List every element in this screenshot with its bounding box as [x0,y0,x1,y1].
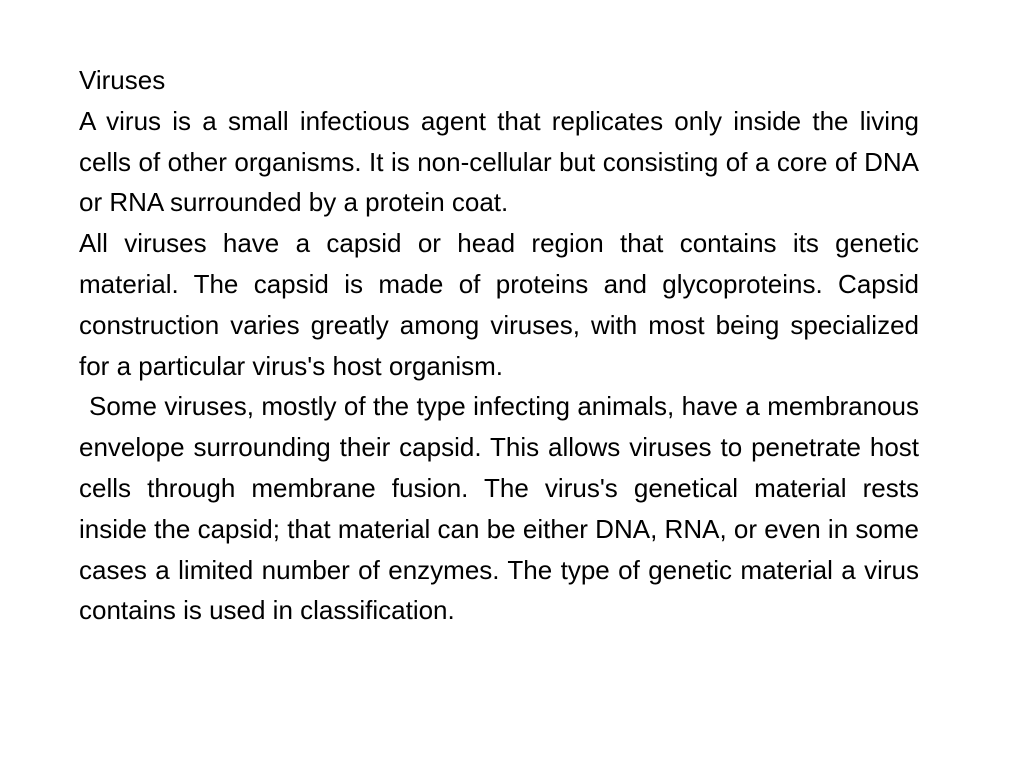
slide-content [79,60,919,631]
paragraph-envelope: Some viruses, mostly of the type infecting animals, have a membranous envelope surrounding their capsid. This allows viruses to penetrate host cells through membrane fusion. The virus's genetical material rests inside the capsid; that material can be either DNA, RNA, or even in some cases a limited number of enzymes. The type of genetic material a virus contains is used in classification. [79,391,919,626]
paragraph-virus-definition: A virus is a small infectious agent that replicates only inside the living cells of other organisms. It is non-cellular but consisting of a core of DNA or RNA surrounded by a protein coat. [79,105,919,218]
slide-title: Viruses [79,65,166,95]
paragraph-capsid: All viruses have a capsid or head region that contains its genetic material. The capsid is made of proteins and glycoproteins. Capsid construction varies greatly among viruses, with most being specialized for a particular virus's host organism. [79,228,919,381]
